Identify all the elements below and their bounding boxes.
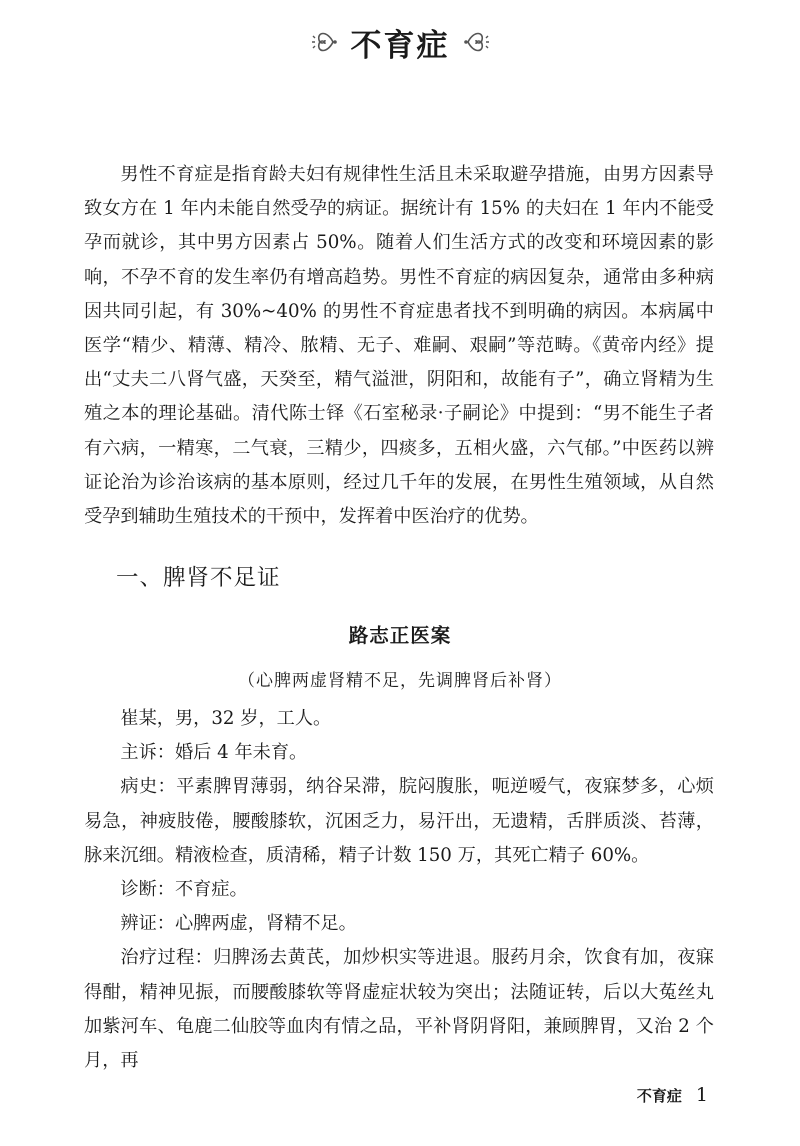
chapter-header <box>0 14 800 70</box>
medical-history: 病史：平素脾胃薄弱，纳谷呆滞，脘闷腹胀，呃逆嗳气，夜寐梦多，心烦易急，神疲肢倦，腰酸膝软，沉困乏力，易汗出，无遗精，舌胖质淡、苔薄，脉来沉细。精液检查，质清稀，精子计数 150 万，其死亡精子 60%。 <box>84 776 714 866</box>
page-footer <box>637 1084 708 1106</box>
case-record <box>84 702 714 1078</box>
right-ornament-icon <box>464 22 490 62</box>
page-number: 1 <box>695 1084 708 1106</box>
case-title: 路志正医案 <box>348 624 452 647</box>
chapter-title: 不育症 <box>350 27 450 64</box>
running-title: 不育症 <box>636 1087 682 1105</box>
intro-section <box>84 158 714 534</box>
case-subtitle: （心脾两虚肾精不足，先调脾肾后补肾） <box>238 671 562 691</box>
left-ornament-icon <box>311 22 337 62</box>
diagnosis: 诊断：不育症。 <box>120 879 248 901</box>
chief-complaint: 主诉：婚后 4 年未育。 <box>120 742 308 764</box>
treatment-course: 治疗过程：归脾汤去黄芪，加炒枳实等进退。服药月余，饮食有加，夜寐得酣，精神见振，而腰酸膝软等肾虚症状较为突出；法随证转，后以大菟丝丸加紫河车、龟鹿二仙胶等血肉有情之品，平补肾阴肾阳，兼顾脾胃，又治 2 个月，再 <box>84 947 714 1072</box>
section-heading: 一、脾肾不足证 <box>116 565 281 591</box>
patient-info: 崔某，男，32 岁，工人。 <box>120 708 332 729</box>
intro-paragraph: 男性不育症是指育龄夫妇有规律性生活且未采取避孕措施，由男方因素导致女方在 1 年内未能自然受孕的病证。据统计有 15% 的夫妇在 1 年内不能受孕而就诊，其中男方因素占 50%。随着人们生活方式的改变和环境因素的影响，不孕不育的发生率仍有增高趋势。男性不育症的病因复杂，通常由多种病因共同引起，有 30%~40% 的男性不育症患者找不到明确的病因。本病属中医学“精少、精薄、精冷、脓精、无子、难嗣、艰嗣”等范畴。《黄帝内经》提出“丈夫二八肾气盛，天癸至，精气溢泄，阴阳和，故能有子”，确立肾精为生殖之本的理论基础。清代陈士铎《石室秘录·子嗣论》中提到：“男不能生子者有六病，一精寒，二气衰，三精少，四痰多，五相火盛，六气郁。”中医药以辨证论治为诊治该病的基本原则，经过几千年的发展，在男性生殖领域，从自然受孕到辅助生殖技术的干预中，发挥着中医治疗的优势。 <box>84 164 714 528</box>
syndrome-differentiation: 辨证：心脾两虚，肾精不足。 <box>120 913 357 935</box>
